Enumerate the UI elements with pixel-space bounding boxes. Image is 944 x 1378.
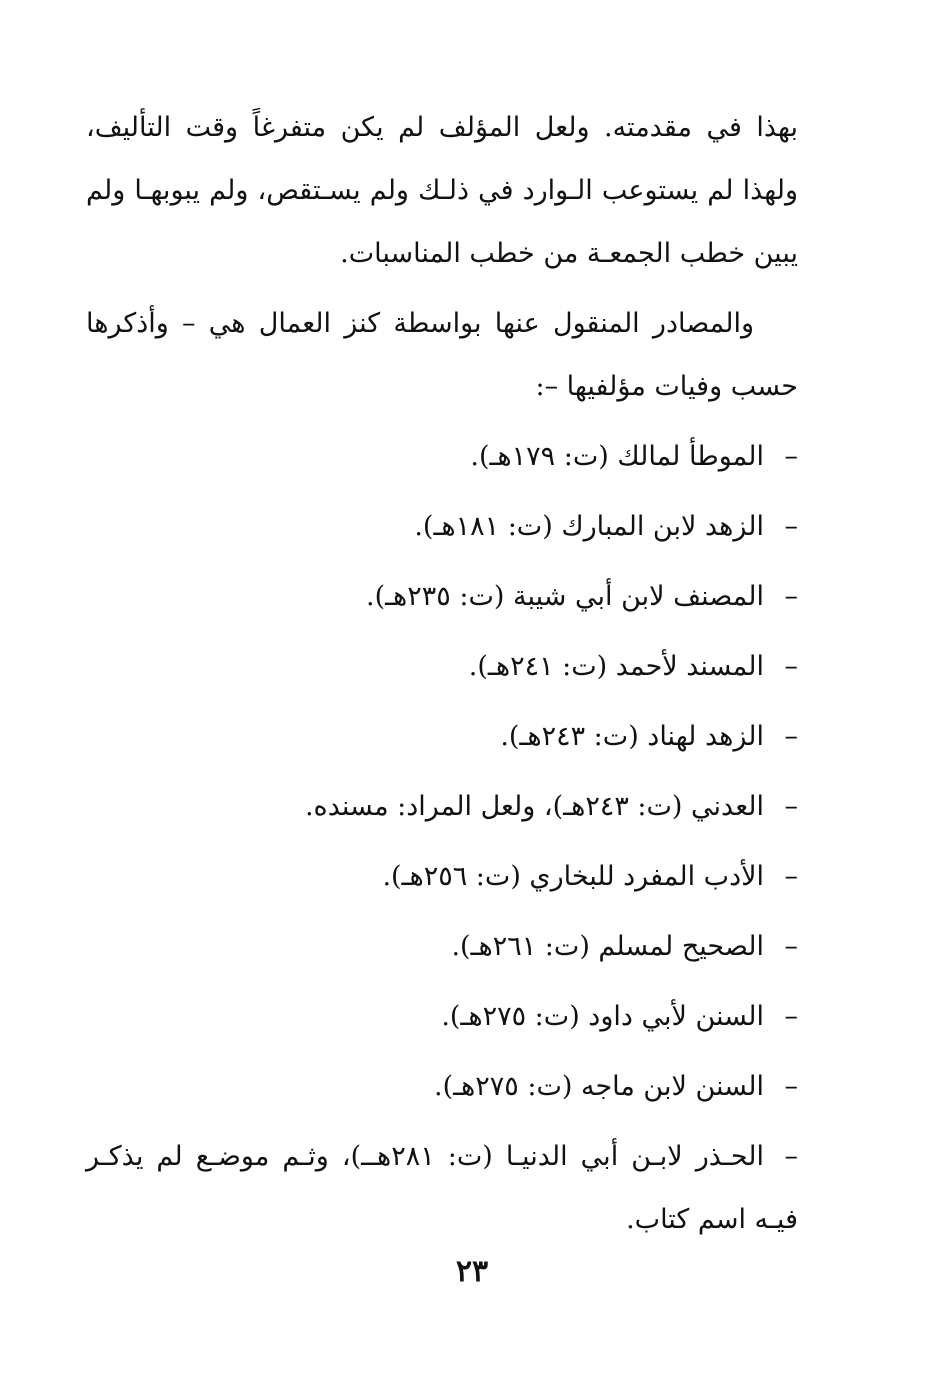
list-item-text: المصنف لابن أبي شيبة (ت: ٢٣٥هـ).	[366, 581, 764, 612]
list-item	[86, 775, 798, 838]
list-item-text: العدني (ت: ٢٤٣هـ)، ولعل المراد: مسنده.	[304, 791, 764, 822]
list-marker: –	[784, 651, 798, 682]
main-text	[86, 96, 798, 1258]
list-item	[86, 915, 798, 978]
list-item	[86, 705, 798, 768]
list-item	[86, 425, 798, 488]
list-item-text: الزهد لهناد (ت: ٢٤٣هـ).	[500, 721, 764, 752]
list-item-text: المسند لأحمد (ت: ٢٤١هـ).	[468, 651, 764, 682]
list-item	[86, 495, 798, 558]
list-marker: –	[784, 861, 798, 892]
list-marker: –	[784, 511, 798, 542]
list-marker: –	[784, 1141, 799, 1172]
list-item	[86, 845, 798, 908]
list-item	[86, 565, 798, 628]
intro-paragraph: بهذا في مقدمته. ولعل المؤلف لم يكن متفرغاً وقت التأليف، ولهذا لم يستوعب الـوارد في ذلـك ولم يسـتقص، ولم يبوبهـا ولم يبين خطب الجمعـة من خطب المناسبات.	[86, 112, 798, 269]
list-item-text: الحـذر لابـن أبي الدنيـا (ت: ٢٨١هــ)، وثـم موضـع لم يذكـر فيـه اسم كتاب.	[86, 1141, 798, 1235]
list-marker: –	[784, 581, 798, 612]
page-number: ٢٣	[455, 1254, 489, 1289]
list-marker: –	[784, 441, 798, 472]
list-item	[86, 635, 798, 698]
list-marker: –	[784, 721, 798, 752]
list-item	[86, 1055, 798, 1118]
sources-list	[86, 425, 798, 1251]
list-item-text: الصحيح لمسلم (ت: ٢٦١هـ).	[451, 931, 764, 962]
list-item-text: الموطأ لمالك (ت: ١٧٩هـ).	[470, 441, 764, 472]
list-marker: –	[784, 931, 798, 962]
list-item-text: السنن لابن ماجه (ت: ٢٧٥هـ).	[434, 1071, 764, 1102]
list-item	[86, 1125, 798, 1251]
list-marker: –	[784, 791, 798, 822]
list-item	[86, 985, 798, 1048]
sources-intro-paragraph: والمصادر المنقول عنها بواسطة كنز العمال هي – وأذكرها حسب وفيات مؤلفيها –:	[86, 308, 798, 402]
list-marker: –	[784, 1001, 798, 1032]
list-item-text: الأدب المفرد للبخاري (ت: ٢٥٦هـ).	[382, 861, 764, 892]
list-item-text: الزهد لابن المبارك (ت: ١٨١هـ).	[414, 511, 764, 542]
list-marker: –	[784, 1071, 798, 1102]
list-item-text: السنن لأبي داود (ت: ٢٧٥هـ).	[441, 1001, 764, 1032]
